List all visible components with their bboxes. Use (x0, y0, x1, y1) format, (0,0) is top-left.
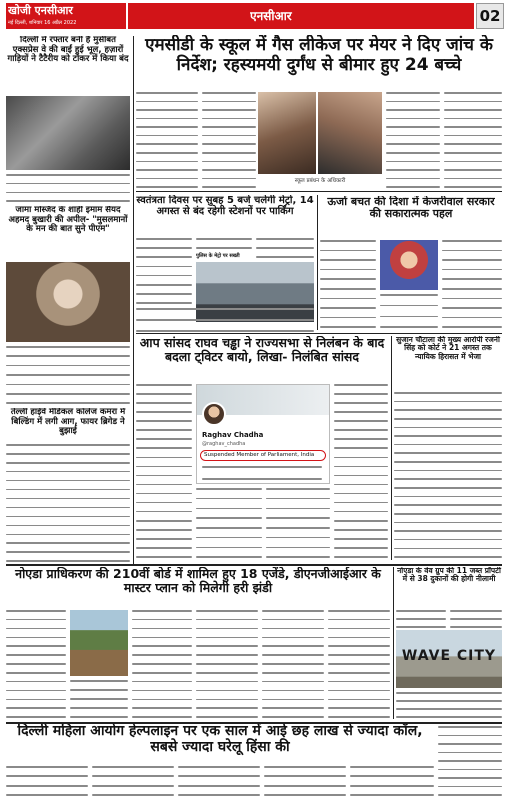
middle-divider (317, 195, 318, 330)
page-header (0, 0, 508, 32)
raghav-col-3 (266, 488, 330, 558)
lead-photo-caption: स्कूल प्रबंधन के अधिकारी (294, 178, 346, 184)
dcw-headline: दिल्ली महिला आयोग हेल्पलाइन पर एक साल में आई छह लाख से ज्यादा कॉल, सबसे ज्यादा घरेलू हिंसा की (17, 724, 423, 755)
twitter-handle: @raghav_chadha (202, 441, 246, 447)
twitter-bio: Suspended Member of Parliament, India (200, 450, 326, 461)
left-top-article-text (6, 174, 130, 202)
imam-photo (6, 262, 130, 342)
kejriwal-col-2 (380, 294, 438, 328)
wave-group-headline: नोएडा के वेव ग्रुप की 11 जब्त प्रॉपर्टी में से 38 दुकानों की होगी नीलामी (397, 567, 501, 584)
metro-subhead: पुलिस के मेट्रो पर सख्ती (196, 252, 252, 261)
metro-tunnel-photo (6, 96, 130, 170)
metro-headline: स्वतंत्रता दिवस पर सुबह 5 बजे चलेगी मेट्रो, 14 अगस्त से बंद रहेगी स्टेशनों पर पार्किंग (136, 195, 314, 218)
page-number: 02 (479, 7, 501, 25)
dcw-col-3 (178, 766, 260, 796)
noida1-col-5 (262, 610, 324, 718)
raghav-col-1 (136, 384, 192, 558)
masthead-dateline: नई दिल्ली, शनिवार 16 अप्रैल 2022 (8, 20, 77, 26)
kejriwal-col-1 (320, 240, 376, 328)
raghav-headline: आप सांसद राघव चड्ढा ने राज्यसभा से निलंबन के बाद बदला ट्विटर बायो, लिखा- निलंबित सांसद (139, 336, 385, 364)
kejriwal-photo (380, 240, 438, 290)
noida-top-rule (6, 564, 502, 566)
lead-col-1 (136, 92, 198, 188)
dcw-col-5 (350, 766, 434, 796)
noida1-col-1 (6, 610, 66, 718)
dcw-col-1 (6, 766, 88, 796)
lead-col-4 (444, 92, 502, 188)
kejriwal-col-3 (442, 240, 502, 328)
noida-authority-headline: नोएडा प्राधिकरण की 210वीं बोर्ड में शामिल हुए 18 एजेंडे, डीएनजीआईआर के मास्टर प्लान को मिलेगी हरी झंडी (15, 567, 381, 595)
raghav-col-2 (196, 488, 262, 558)
lead-col-3 (386, 92, 440, 188)
noida1-col-4 (196, 610, 258, 718)
noida1-col-3 (132, 610, 192, 718)
masthead-title: खोजी एनसीआर (8, 4, 73, 17)
sujan-text (394, 392, 502, 558)
wave-city-sign: WAVE CITY (401, 648, 497, 664)
raghav-top-rule (136, 333, 502, 334)
wave-col-1 (396, 610, 446, 628)
noida-office-photo (70, 610, 128, 676)
left-bottom-article-text (6, 444, 130, 562)
lead-photo-1 (258, 92, 316, 174)
left-bottom-headline: तेल्ली हाईवे मेडिकल कॉलेज कमरा में बिल्डिंग में लगी आग, फायर ब्रिगेड ने बुझाई (10, 408, 126, 437)
lead-photo-2 (318, 92, 382, 174)
twitter-name: Raghav Chadha (202, 431, 264, 439)
noida1-col-6 (328, 610, 390, 718)
dcw-col-6 (438, 726, 502, 796)
sujan-divider (391, 336, 392, 560)
noida1-col-2 (70, 680, 128, 718)
section-title: एनसीआर (250, 9, 292, 23)
wave-col-2 (450, 610, 502, 628)
sujan-headline: सुजान चौटाला की मुख्य आरोपी रजनी सिंह को कोर्ट ने 21 अगस्त तक न्यायिक हिरासत में भेजा (396, 336, 500, 361)
left-mid-headline: जामा मस्जिद के शाही इमाम सैयद अहमद बुखारी की अपील- "मुसलमानों के मन की बात सुने पीएम" (8, 206, 128, 235)
lead-col-2 (202, 92, 256, 188)
twitter-card-text (202, 466, 322, 480)
avatar (202, 402, 226, 426)
dcw-col-4 (264, 766, 346, 796)
wave-bottom-text (396, 692, 502, 718)
metro-bottom-text (136, 308, 314, 332)
lead-bottom-rule (136, 191, 502, 192)
metro-col-1 (136, 238, 192, 304)
left-top-headline: दिल्ली में रफ्तार बनी है मुसीबत एक्सप्रेस वे की बाईं हुई भूल, हज़ारों गाड़ियों ने टैटैरीय को टोकर में किया बंद (7, 36, 129, 65)
left-mid-article-text (6, 346, 130, 404)
kejriwal-headline: ऊर्जा बचत की दिशा में केजरीवाल सरकार की सकारात्मक पहल (327, 196, 495, 221)
lead-headline: एमसीडी के स्कूल में गैस लीकेज पर मेयर ने दिए जांच के निर्देश; रहस्यमयी दुर्गंध से बीमार हुए 24 बच्चे (145, 35, 493, 76)
dcw-col-2 (92, 766, 174, 796)
noida-divider (393, 567, 394, 719)
raghav-col-4 (334, 384, 388, 558)
column-divider (133, 36, 134, 564)
